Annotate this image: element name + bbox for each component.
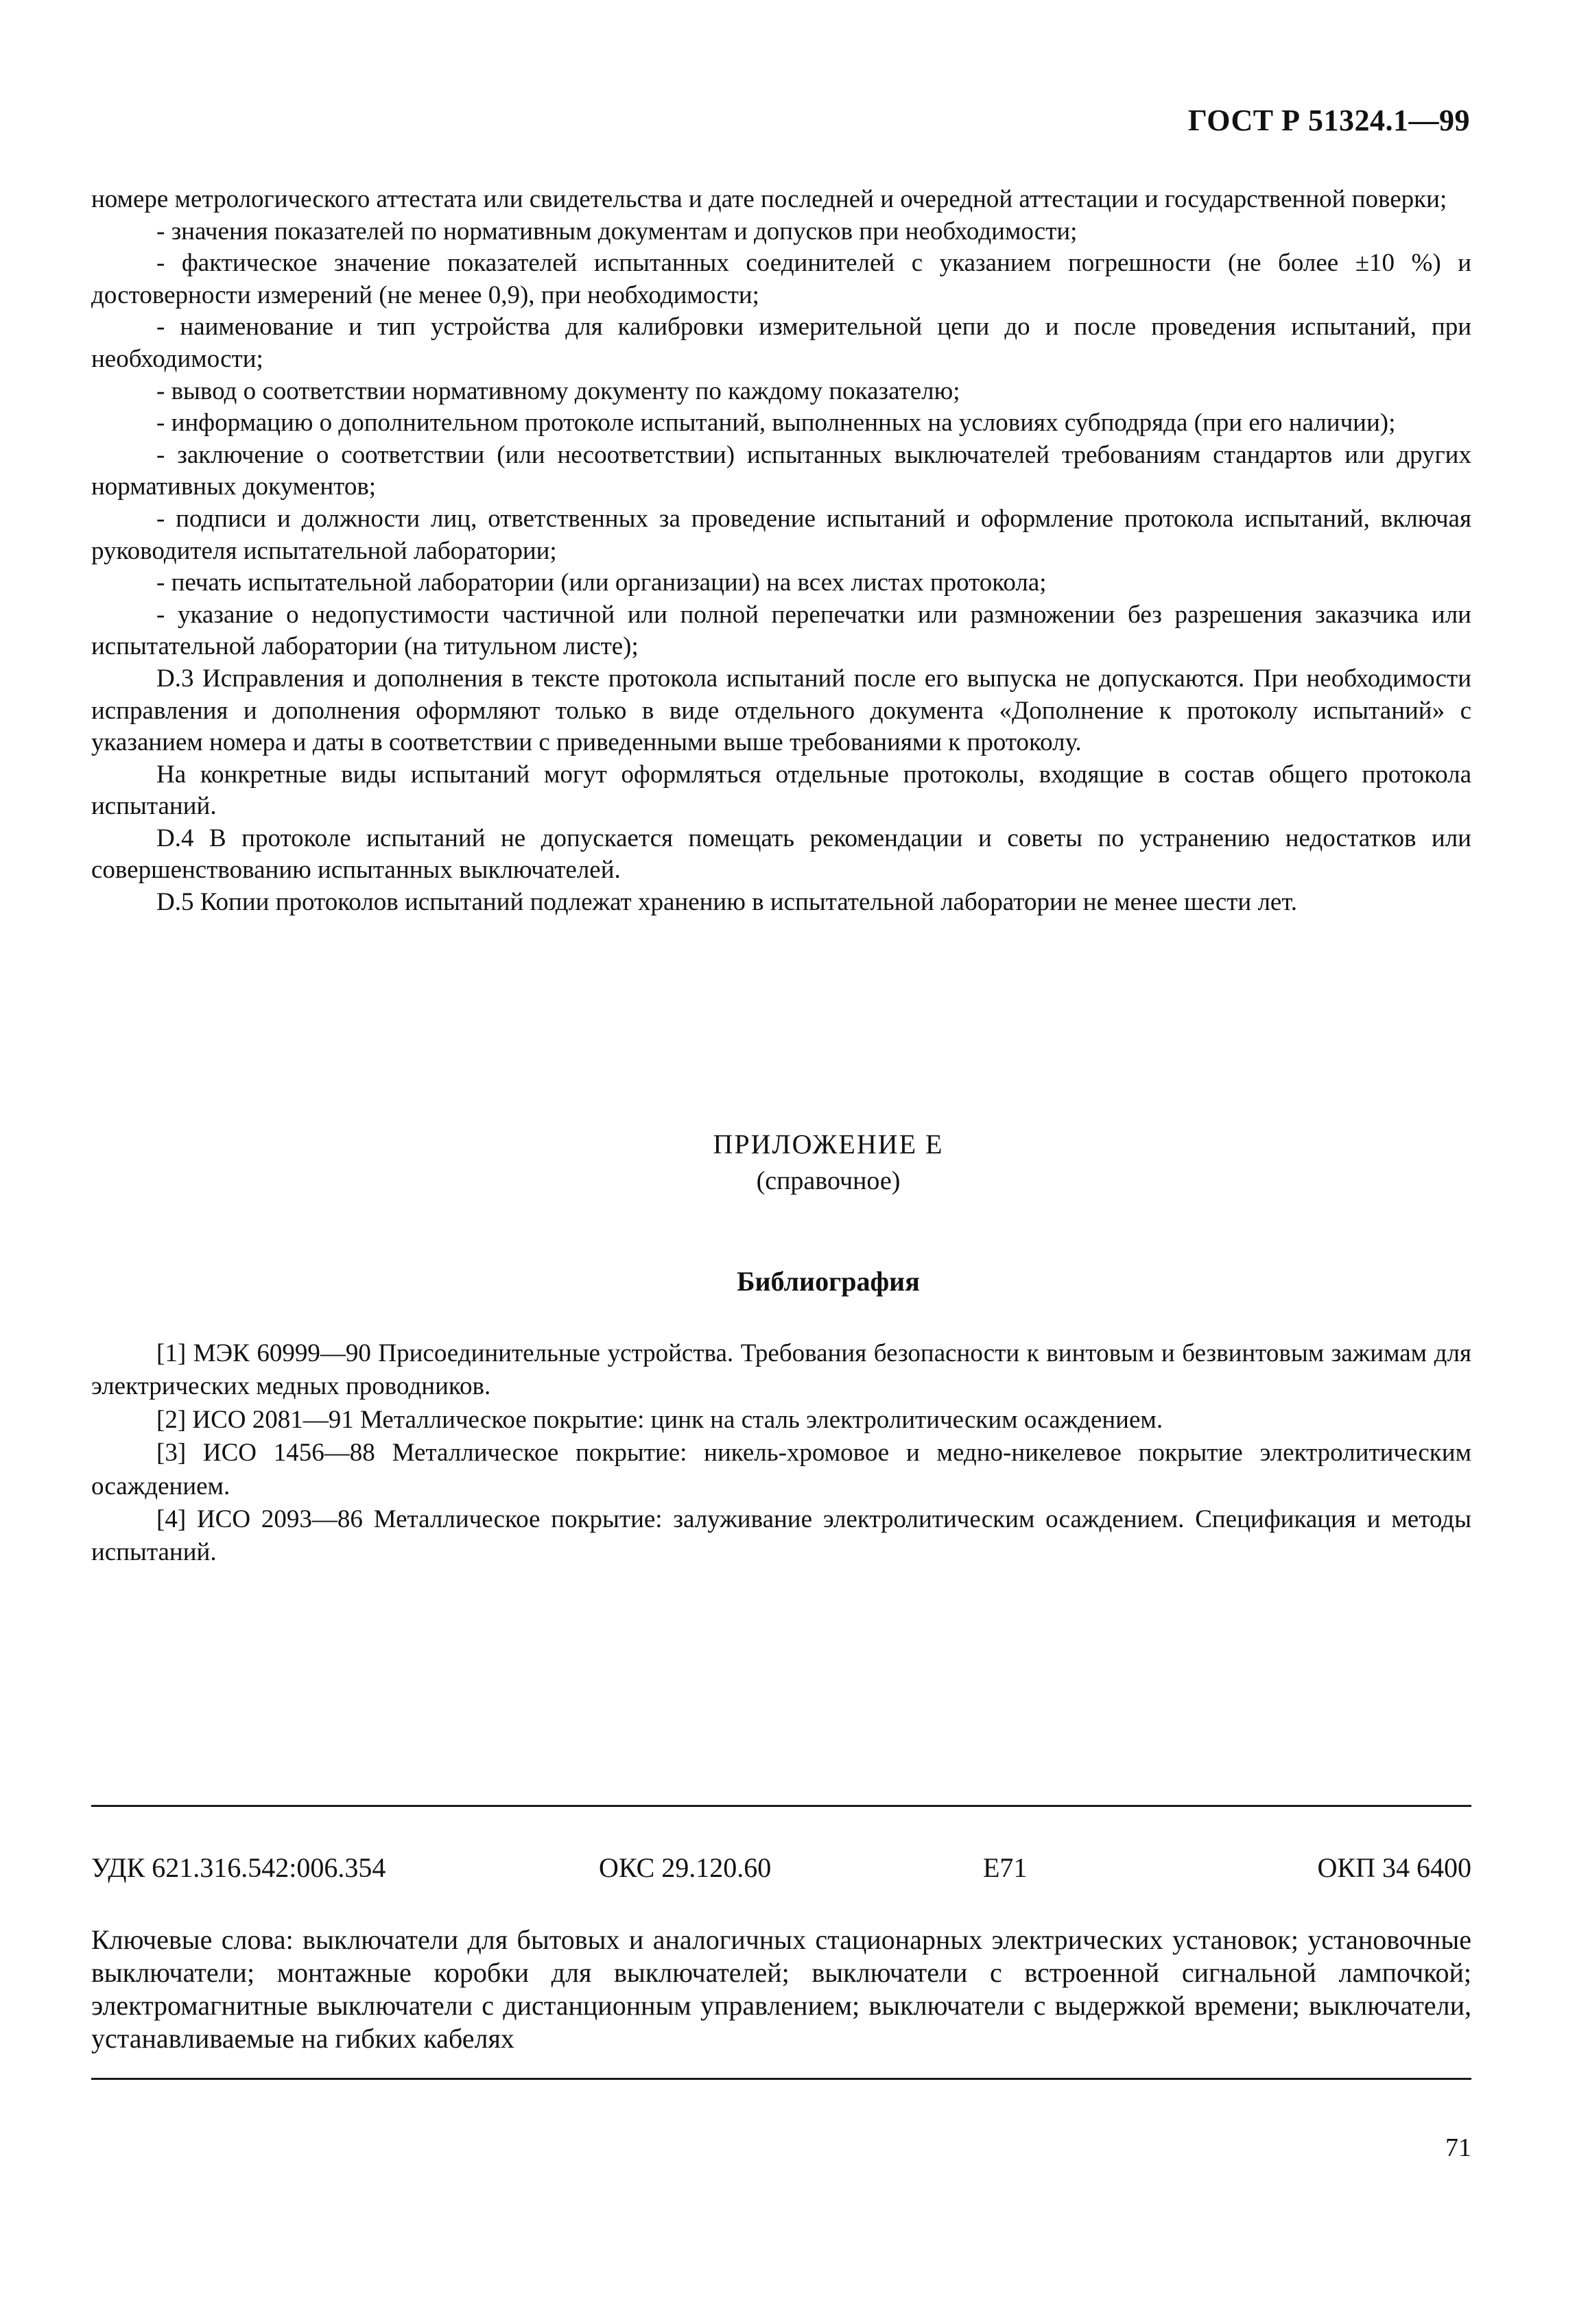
list-item: - информацию о дополнительном протоколе испытаний, выполненных на условиях субподряда (при его наличии); [156, 409, 1396, 438]
list-item: - вывод о соответствии нормативному документу по каждому показателю; [156, 376, 960, 405]
e-code: Е71 [983, 1852, 1028, 1883]
bibliography-item: [4] ИСО 2093—86 Металлическое покрытие: залуживание электролитическим осаждением. Спецификация и методы испытаний. [91, 1505, 1471, 1567]
appendix-subtitle: (справочное) [756, 1166, 901, 1195]
clause-d5: D.5 Копии протоколов испытаний подлежат хранению в испытательной лаборатории не менее шести лет. [156, 888, 1297, 917]
bibliography-item: [3] ИСО 1456—88 Металлическое покрытие: никель-хромовое и медно-никелевое покрытие электролитическим осаждением. [91, 1439, 1471, 1500]
clause-d3: D.3 Исправления и дополнения в тексте протокола испытаний после его выпуска не допускаются. При необходимости исправления и дополнения оформляют только в виде отдельного документа «Дополнение к протоколу испытаний» с указанием номера и даты в соответствии с приведенными выше требованиями к протоколу. [91, 664, 1471, 757]
appendix-title: ПРИЛОЖЕНИЕ Е [713, 1129, 944, 1160]
list-item: - указание о недопустимости частичной или полной перепечатки или размножении без разрешения заказчика или испытательной лаборатории (на титульном листе); [91, 600, 1471, 661]
keywords: Ключевые слова: выключатели для бытовых и аналогичных стационарных электрических установок; установочные выключатели; монтажные коробки для выключателей; выключатели с встроенной сигнальной лампочкой; электромагнитные выключатели с дистанционным управлением; выключатели с выдержкой времени; выключатели, устанавливаемые на гибких кабелях [91, 1924, 1471, 2054]
bibliography-item: [2] ИСО 2081—91 Металлическое покрытие: цинк на сталь электролитическим осаждением. [156, 1405, 1163, 1434]
udk-code: УДК 621.316.542:006.354 [91, 1852, 386, 1883]
list-item: - фактическое значение показателей испытанных соединителей с указанием погрешности (не более ±10 %) и достоверности измерений (не менее 0,9), при необходимости; [91, 249, 1471, 309]
protocol-requirements-text [91, 184, 1471, 919]
bottom-divider [91, 2078, 1471, 2080]
paragraph: На конкретные виды испытаний могут оформляться отдельные протоколы, входящие в состав общего протокола испытаний. [91, 760, 1471, 821]
okp-code: ОКП 34 6400 [1317, 1852, 1471, 1883]
list-item: - значения показателей по нормативным документам и допусков при необходимости; [156, 217, 1078, 245]
clause-d4: D.4 В протоколе испытаний не допускается помещать рекомендации и советы по устранению недостатков или совершенствованию испытанных выключателей. [91, 824, 1471, 885]
top-divider [91, 1805, 1471, 1807]
bibliography-list [91, 1337, 1471, 1570]
paragraph: номере метрологического аттестата или свидетельства и дате последней и очередной аттестации и государственной поверки; [91, 185, 1447, 213]
list-item: - заключение о соответствии (или несоответствии) испытанных выключателей требованиям стандартов или других нормативных документов; [91, 440, 1471, 501]
list-item: - подписи и должности лиц, ответственных за проведение испытаний и оформление протокола испытаний, включая руководителя испытательной лаборатории; [91, 504, 1471, 565]
list-item: - печать испытательной лаборатории (или организации) на всех листах протокола; [156, 568, 1047, 597]
list-item: - наименование и тип устройства для калибровки измерительной цепи до и после проведения испытаний, при необходимости; [91, 313, 1471, 373]
page-number: 71 [1445, 2133, 1471, 2162]
bibliography-item: [1] МЭК 60999—90 Присоединительные устройства. Требования безопасности к винтовым и безвинтовым зажимам для электрических медных проводников. [91, 1339, 1471, 1401]
standard-header: ГОСТ Р 51324.1—99 [1187, 104, 1470, 137]
bibliography-title: Библиография [737, 1266, 920, 1297]
classification-codes [91, 1852, 1471, 1886]
oks-code: ОКС 29.120.60 [599, 1852, 772, 1883]
